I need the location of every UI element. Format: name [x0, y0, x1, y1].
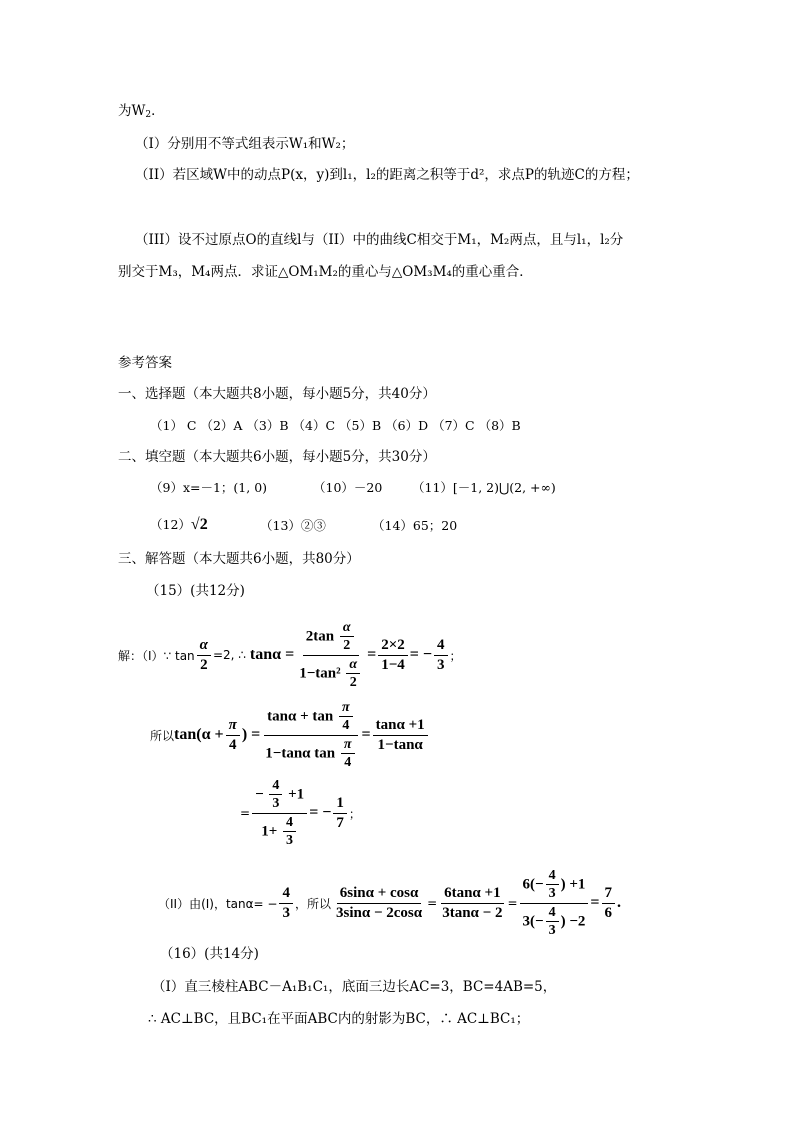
inner-den: 3 [548, 886, 556, 902]
frac-den: 3sinα − 2cosα [336, 904, 423, 921]
intro-line [118, 103, 165, 123]
answer-12-value: √2 [190, 516, 208, 533]
q15-evaluation [240, 778, 361, 849]
inner-num: α [346, 657, 360, 674]
frac-num: 6tanα +1 [441, 885, 504, 904]
intro-sub: 2 [145, 110, 152, 120]
minus: − [255, 786, 264, 803]
sin-cos-fraction [333, 885, 425, 921]
so-text: ，所以 [294, 896, 331, 911]
equals: = [427, 896, 438, 911]
answers-title: 参考答案 [118, 355, 172, 371]
result-fraction [434, 637, 448, 673]
frac-num: 1 [333, 795, 347, 814]
semicolon: ； [449, 648, 462, 663]
tan-alpha: tanα = [249, 646, 295, 664]
equals: = [507, 896, 518, 911]
inner-frac [283, 815, 296, 849]
answer-10: （10）－20 [313, 480, 383, 495]
inner-num: 4 [546, 905, 559, 922]
frac-num [303, 620, 359, 656]
period: . [617, 894, 621, 912]
frac-num [520, 868, 589, 904]
substituted-fraction [520, 868, 589, 939]
frac-num [264, 700, 358, 736]
equals-minus: = − [309, 804, 332, 822]
frac-den: 4 [228, 736, 237, 753]
tan-value-fraction [279, 885, 293, 921]
intro-text: 为W [118, 103, 146, 119]
part2-text: （II）若区域W中的动点P(x，y)到l₁，l₂的距离之积等于d²，求点P的轨迹C的方程； [135, 167, 639, 183]
frac-den: 6 [604, 904, 612, 921]
pi-over-4 [226, 717, 240, 753]
part3-text-b: 别交于M₃，M₄两点．求证△OM₁M₂的重心与△OM₃M₄的重心重合． [118, 264, 533, 280]
intro-end: ． [151, 103, 165, 119]
den-text: 1−tan² [299, 665, 341, 682]
frac-den: 2 [200, 656, 208, 673]
den-b: ) −2 [560, 913, 586, 930]
one-plus: 1+ [261, 823, 278, 840]
frac-num: 2×2 [378, 637, 408, 656]
frac-den: 7 [336, 814, 344, 831]
q15-part1-formula: 解：（I）∵ tan $\frac{\alpha}{2}$ =2, ∴ tanα = 2tan $\frac{\alpha}{2}$ 1−tan² $\frac{\alpha}{2}$ = $\frac{2\times 2}{1-4}$ = − $\frac{4}{3}$ ； [118, 620, 462, 691]
frac-den [258, 814, 301, 849]
inner-den: 4 [342, 718, 350, 734]
inner-num: 4 [546, 868, 559, 885]
answer-11: （11）[－1, 2)⋃(2, +∞) [412, 480, 556, 495]
frac-num: 4 [279, 885, 293, 904]
section1-answers: （1） C （2）A （3）B （4）C （5）B （6）D （7）C （8）B [150, 418, 521, 433]
inner-num: π [339, 700, 353, 717]
inner-den: 2 [343, 638, 351, 654]
answer-13: （13）②③ [260, 518, 326, 533]
inner-den: 2 [349, 675, 357, 691]
q15-tan-sum-formula: 所以 tan(α + $\frac{\pi}{4}$ ) = tanα + tan $\frac{\pi}{4}$ 1−tanα tan $\frac{\pi}{4}$ = $\frac{\tan\alpha +1}{1-\tan\alpha}$ [150, 700, 430, 771]
answer-14: （14）65；20 [372, 518, 458, 533]
frac-den [262, 736, 359, 771]
q15d-lead: （II）由(I)，tanα= − [158, 896, 278, 911]
num-a: 6(− [522, 876, 544, 893]
inner-num: 4 [283, 815, 296, 832]
den-text: 1−tanα tan [265, 745, 336, 762]
equals: = [240, 806, 251, 821]
q15b-lead: 所以 [150, 728, 175, 743]
inner-frac [269, 778, 282, 812]
inner-frac [339, 700, 353, 734]
alpha-half-fraction [197, 637, 211, 673]
frac-num: α [197, 637, 211, 656]
close-paren-eq: ) = [241, 726, 261, 744]
frac-num [252, 778, 307, 814]
double-angle-fraction [296, 620, 365, 691]
num-b: ) +1 [560, 876, 586, 893]
num-text: 2tan [305, 628, 335, 645]
frac-num: π [226, 717, 240, 736]
frac-den: 1−4 [381, 656, 405, 673]
section1-title: 一、选择题（本大题共8小题，每小题5分，共40分） [118, 386, 436, 402]
q16-title: （16）(共14分) [160, 946, 259, 962]
inner-num: π [341, 737, 355, 754]
complex-fraction [252, 778, 307, 849]
inner-den: 3 [548, 923, 556, 939]
inner-frac [341, 737, 355, 771]
inner-den: 3 [286, 833, 294, 849]
answer-12-label: （12） [150, 517, 191, 532]
numeric-fraction [378, 637, 408, 673]
den-a: 3(− [522, 913, 544, 930]
inner-frac [546, 905, 559, 939]
frac-den [520, 904, 589, 939]
frac-den: 3 [437, 656, 445, 673]
tan-sum-fraction [262, 700, 359, 771]
q15-lead: 解：（I）∵ tan [118, 648, 195, 663]
section3-title: 三、解答题（本大题共6小题，共80分） [118, 551, 360, 567]
frac-den [296, 656, 365, 691]
frac-den: 1−tanα [377, 736, 423, 753]
inner-frac [340, 620, 354, 654]
frac-den: 3tanα − 2 [442, 904, 503, 921]
section2-title: 二、填空题（本大题共6小题，每小题5分，共30分） [118, 449, 436, 465]
frac-num: 7 [602, 885, 616, 904]
frac-num: tanα +1 [373, 717, 428, 736]
q16-line1: （I）直三棱柱ABC－A₁B₁C₁，底面三边长AC=3，BC=4AB=5， [152, 979, 557, 995]
q15-given: =2, ∴ [212, 648, 246, 663]
final-fraction [602, 885, 616, 921]
answer-9: （9）x=－1；(1, 0) [150, 480, 268, 495]
frac-num: 6sinα + cosα [337, 885, 422, 904]
plus-one: +1 [288, 786, 305, 803]
inner-frac [546, 868, 559, 902]
num-text: tanα + tan [267, 708, 334, 725]
q15-title: （15）(共12分) [146, 583, 245, 599]
q15-part2-formula: （II）由(I)，tanα= − $\frac{4}{3}$ ，所以 $\frac{6\sin\alpha + \cos\alpha}{3\sin\alpha - 2\cos\alpha}$ = $\frac{6\tan\alpha +1}{3\tan\alpha - 2}$ = 6(− $\frac{4}{3}$ ) +1 3(− $\frac{4}{3}$ ) −2 = $\frac{7}{6}$ . [158, 868, 621, 939]
q16-line2: ∴ AC⊥BC，且BC₁在平面ABC内的射影为BC，∴ AC⊥BC₁； [148, 1011, 530, 1027]
part1-text: （I）分别用不等式组表示W₁和W₂； [135, 136, 355, 152]
result-fraction [333, 795, 347, 831]
frac-num: 4 [434, 637, 448, 656]
semicolon: ； [348, 806, 361, 821]
tan-sum-lhs: tan(α + [174, 726, 224, 744]
inner-den: 4 [344, 755, 352, 771]
inner-den: 3 [272, 796, 280, 812]
equals-minus: = − [409, 646, 433, 664]
part3-text-a: （III）设不过原点O的直线l与（II）中的曲线C相交于M₁，M₂两点，且与l₁，l₂分 [135, 232, 624, 248]
inner-num: 4 [269, 778, 282, 795]
answer-12 [150, 517, 208, 533]
inner-frac [346, 657, 360, 691]
frac-den: 3 [282, 904, 290, 921]
tan-ratio-fraction [373, 717, 428, 753]
tan-fraction [439, 885, 505, 921]
inner-num: α [340, 620, 354, 637]
